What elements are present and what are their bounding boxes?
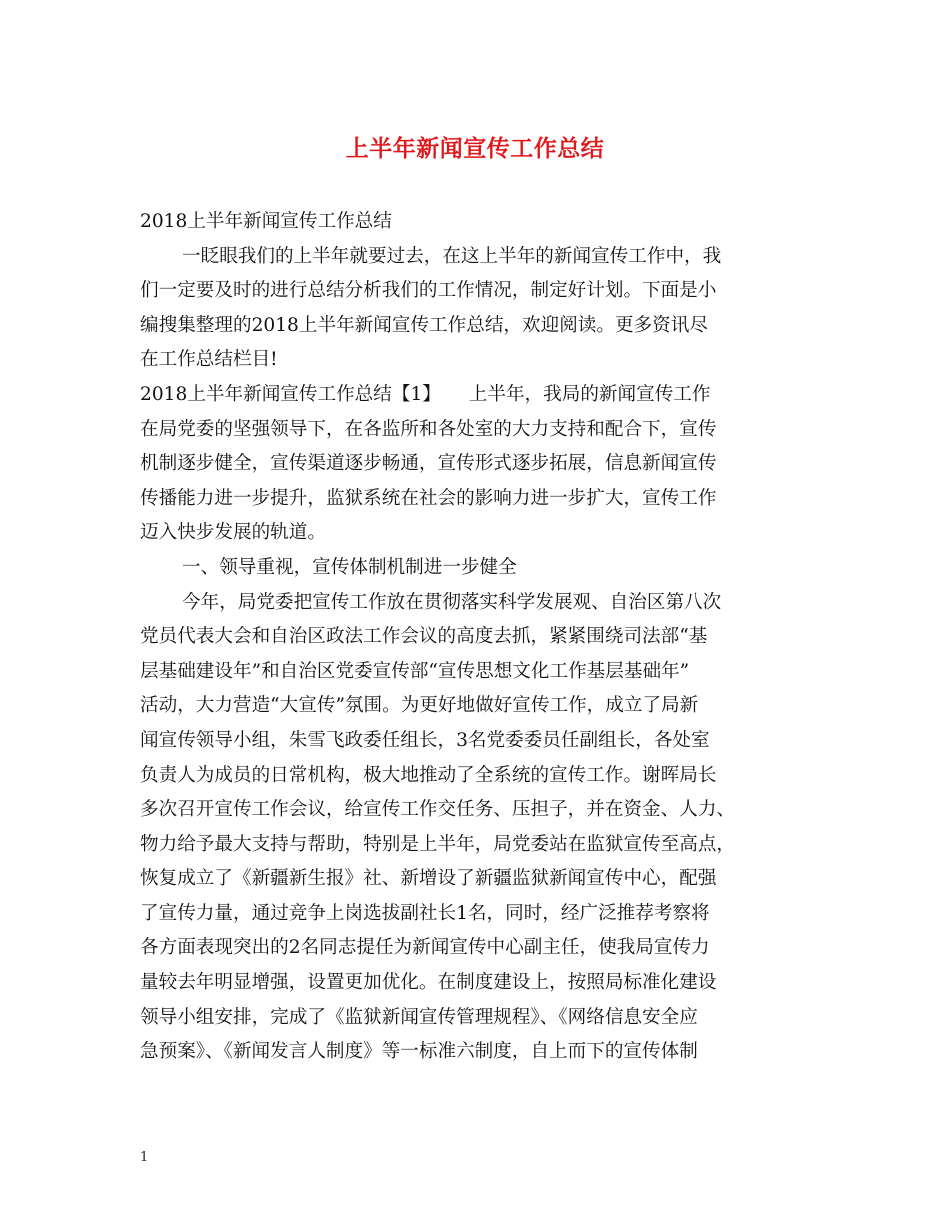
section-heading: 一、领导重视，宣传体制机制进一步健全 — [182, 556, 517, 578]
body-line: 量较去年明显增强，设置更加优化。在制度建设上，按照局标准化建设 — [140, 972, 717, 994]
body-line: 恢复成立了《新疆新生报》社、新增设了新疆监狱新闻宣传中心，配强 — [140, 868, 717, 890]
body-line: 在局党委的坚强领导下，在各监所和各处室的大力支持和配合下，宣传 — [140, 418, 717, 440]
document-body — [140, 205, 816, 1070]
body-line: 了宣传力量，通过竞争上岗选拔副社长1名，同时，经广泛推荐考察将 — [140, 902, 710, 924]
body-line: 领导小组安排，完成了《监狱新闻宣传管理规程》、《网络信息安全应 — [140, 1006, 698, 1028]
body-line: 闻宣传领导小组，朱雪飞政委任组长，3名党委委员任副组长，各处室 — [140, 729, 710, 751]
body-line: 一眨眼我们的上半年就要过去，在这上半年的新闻宣传工作中，我 — [182, 245, 722, 267]
body-line: 机制逐步健全，宣传渠道逐步畅通，宣传形式逐步拓展，信息新闻宣传 — [140, 453, 717, 475]
body-line: 传播能力进一步提升，监狱系统在社会的影响力进一步扩大，宣传工作 — [140, 487, 717, 509]
body-line: 层基础建设年”和自治区党委宣传部“宣传思想文化工作基层基础年” — [140, 660, 690, 682]
body-line: 负责人为成员的日常机构，极大地推动了全系统的宣传工作。谢晖局长 — [140, 764, 717, 786]
body-line: 2018上半年新闻宣传工作总结 — [140, 211, 392, 232]
body-line: 急预案》、《新闻发言人制度》等一标准六制度，自上而下的宣传体制 — [140, 1041, 698, 1063]
body-line: 迈入快步发展的轨道。 — [140, 522, 326, 544]
body-line: 活动，大力营造“大宣传”氛围。为更好地做好宣传工作，成立了局新 — [140, 695, 699, 717]
body-line: 今年，局党委把宣传工作放在贯彻落实科学发展观、自治区第八次 — [182, 591, 722, 613]
body-line: 们一定要及时的进行总结分析我们的工作情况，制定好计划。下面是小 — [140, 280, 717, 302]
body-line: 编搜集整理的2018上半年新闻宣传工作总结，欢迎阅读。更多资讯尽 — [140, 314, 708, 336]
page-number: 1 — [140, 1150, 149, 1165]
body-line: 在工作总结栏目! — [140, 349, 278, 371]
body-line: 党员代表大会和自治区政法工作会议的高度去抓，紧紧围绕司法部“基 — [140, 626, 708, 648]
body-line: 2018上半年新闻宣传工作总结【1】 上半年，我局的新闻宣传工作 — [140, 383, 711, 405]
body-line: 多次召开宣传工作会议，给宣传工作交任务、压担子，并在资金、人力、 — [140, 799, 736, 821]
body-line: 各方面表现突出的2名同志提任为新闻宣传中心副主任，使我局宣传力 — [140, 937, 710, 959]
body-line: 物力给予最大支持与帮助，特别是上半年，局党委站在监狱宣传至高点， — [140, 833, 736, 855]
document-title: 上半年新闻宣传工作总结 — [345, 135, 605, 162]
